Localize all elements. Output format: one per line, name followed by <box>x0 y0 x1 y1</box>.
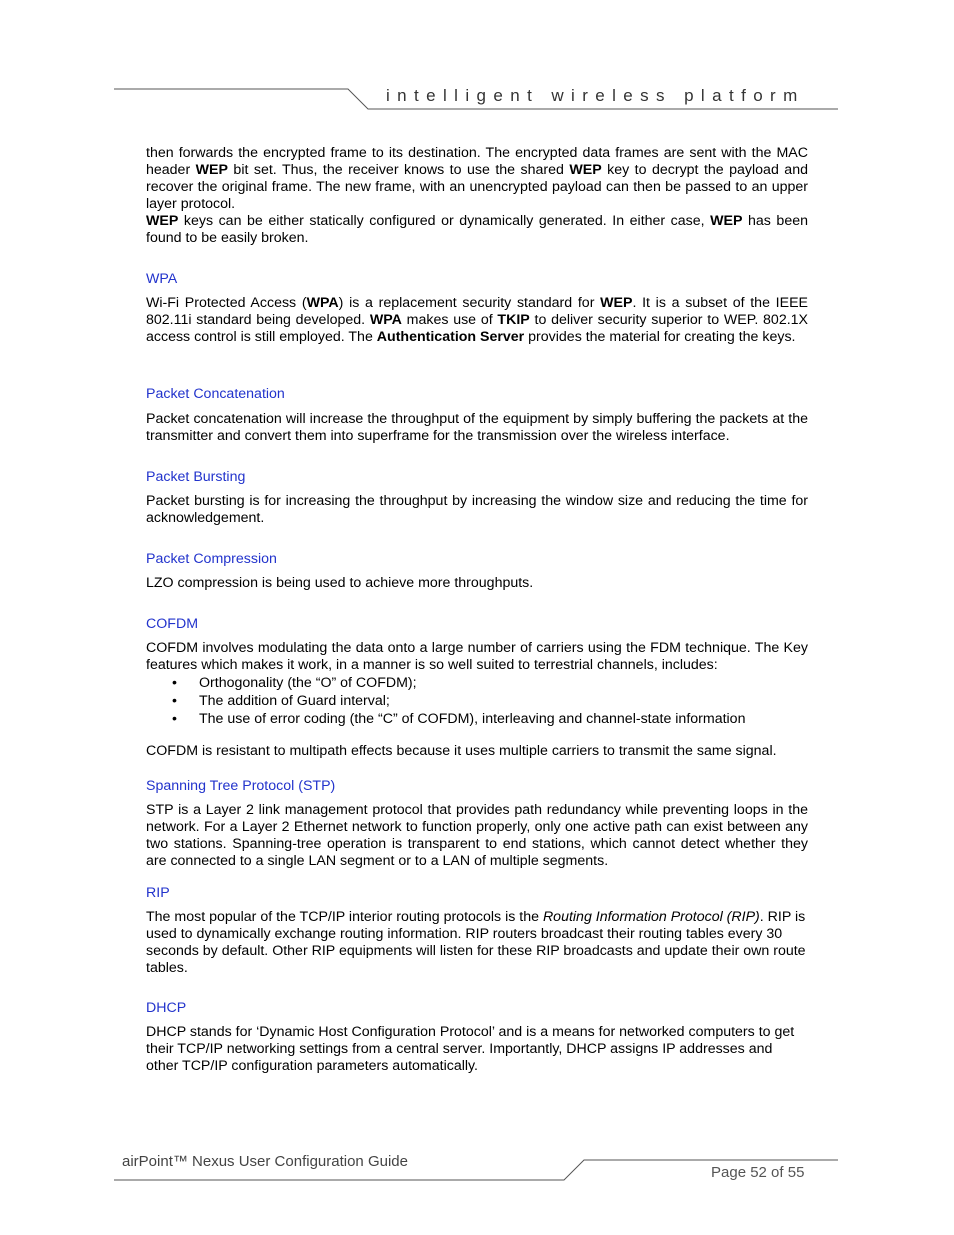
compression-section <box>146 551 808 592</box>
intro-section <box>146 145 808 247</box>
compression-heading: Packet Compression <box>146 551 277 567</box>
dhcp-heading: DHCP <box>146 1000 187 1016</box>
concat-paragraph: Packet concatenation will increase the throughput of the equipment by simply buffering the packets at the transmitter and convert them into superframe for the transmission over the wireless interface. <box>146 411 808 444</box>
rip-section <box>146 885 808 977</box>
footer-doc-title: airPoint™ Nexus User Configuration Guide <box>122 1153 408 1170</box>
cofdm-section <box>146 616 808 760</box>
wpa-section <box>146 271 808 346</box>
dhcp-section <box>146 1000 808 1075</box>
cofdm-closing-paragraph: COFDM is resistant to multipath effects because it uses multiple carriers to transmit the same signal. <box>146 743 777 759</box>
bursting-section <box>146 469 808 527</box>
rip-paragraph: The most popular of the TCP/IP interior routing protocols is the Routing Information Protocol (RIP). RIP is used to dynamically exchange routing information. RIP routers broadcast their routing tables every 30 seconds by default. Other RIP equipments will listen for these RIP broadcasts and update their own route tables. <box>146 909 806 976</box>
concat-section <box>146 386 808 445</box>
list-item: • The use of error coding (the “C” of COFDM), interleaving and channel-state information <box>146 710 808 728</box>
cofdm-paragraph: COFDM involves modulating the data onto a large number of carriers using the FDM technique. The Key features which makes it work, in a manner is so well suited to terrestrial channels, includes: <box>146 640 808 673</box>
compression-paragraph: LZO compression is being used to achieve more throughputs. <box>146 575 534 591</box>
list-item: • Orthogonality (the “O” of COFDM); <box>146 674 808 692</box>
stp-heading: Spanning Tree Protocol (STP) <box>146 778 336 794</box>
concat-heading: Packet Concatenation <box>146 386 285 402</box>
bursting-heading: Packet Bursting <box>146 469 246 485</box>
stp-paragraph: STP is a Layer 2 link management protocol that provides path redundancy while preventing loops in the network. For a Layer 2 Ethernet network to function properly, only one active path can exist between any two stations. Spanning-tree operation is transparent to end stations, which cannot detect whether they are connected to a single LAN segment or to a LAN of multiple segments. <box>146 802 808 869</box>
list-item: • The addition of Guard interval; <box>146 692 808 710</box>
bursting-paragraph: Packet bursting is for increasing the throughput by increasing the window size and reducing the time for acknowledgement. <box>146 493 808 526</box>
rip-heading: RIP <box>146 885 170 901</box>
footer-page-number: Page 52 of 55 <box>711 1164 805 1181</box>
stp-section <box>146 778 808 870</box>
cofdm-heading: COFDM <box>146 616 199 632</box>
wpa-heading: WPA <box>146 271 178 287</box>
wpa-paragraph: Wi-Fi Protected Access (WPA) is a replacement security standard for WEP. It is a subset of the IEEE 802.11i standard being developed. WPA makes use of TKIP to deliver security superior to WEP. 802.1X access control is still employed. The Authentication Server provides the material for creating the keys. <box>146 295 809 345</box>
intro-paragraph-2: WEP keys can be either statically configured or dynamically generated. In either case, WEP has been found to be easily broken. <box>146 213 808 246</box>
header-title: intelligent wireless platform <box>386 86 805 105</box>
cofdm-bullet-list <box>146 674 808 728</box>
dhcp-paragraph: DHCP stands for ‘Dynamic Host Configuration Protocol’ and is a means for networked computers to get their TCP/IP networking settings from a central server. Importantly, DHCP assigns IP addresses and other TCP/IP configuration parameters automatically. <box>146 1024 795 1074</box>
footer-rule <box>0 1140 954 1200</box>
intro-paragraph-1: then forwards the encrypted frame to its destination. The encrypted data frames are sent with the MAC header WEP bit set. Thus, the receiver knows to use the shared WEP key to decrypt the payload and recover the original frame. The new frame, with an unencrypted payload can then be passed to an upper layer protocol. <box>146 145 808 212</box>
